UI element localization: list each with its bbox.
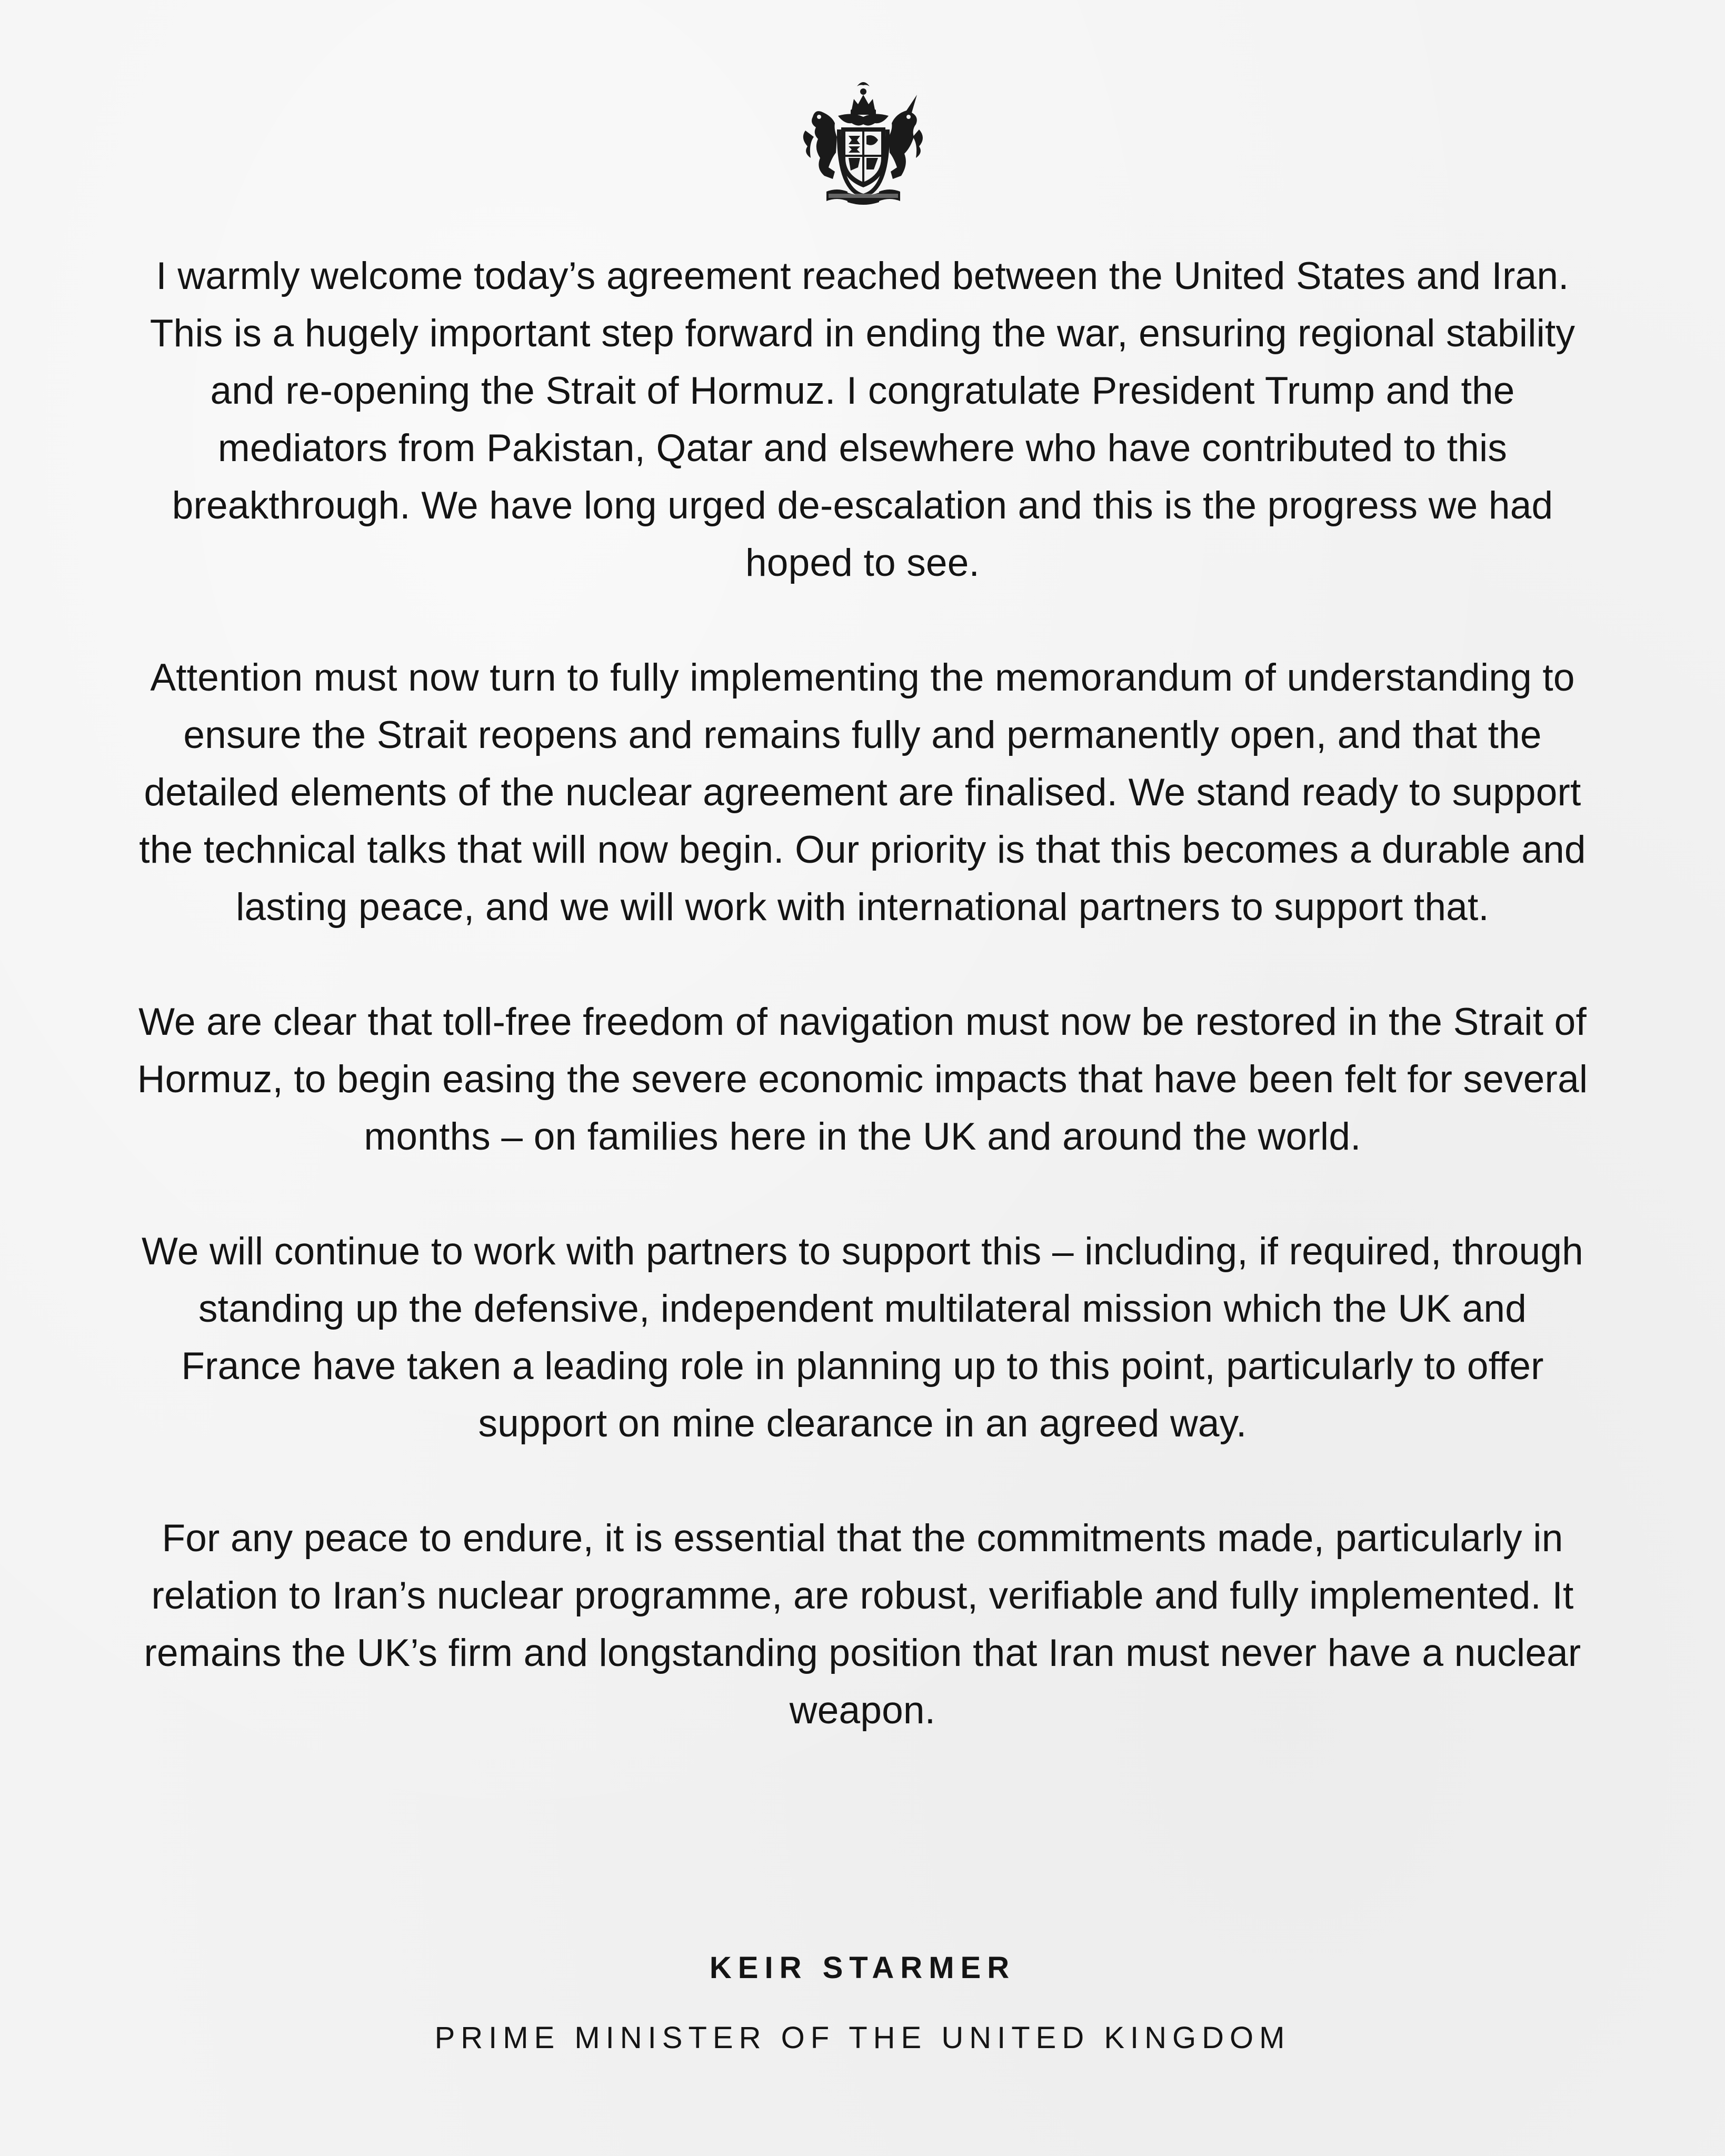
statement-paragraph-2: Attention must now turn to fully implementing the memorandum of understanding to ensure the Strait reopens and remains fully and permanently open, and that the detailed elements of the nuclear agreement are finalised. We stand ready to support the technical talks that will now begin. Our priority is that this becomes a durable and lasting peace, and we will work with international partners to support that.	[139, 656, 1586, 929]
statement-paragraph-4: We will continue to work with partners to support this – including, if required, through standing up the defensive, independent multilateral mission which the UK and France have taken a leading role in planning up to this point, particularly to offer support on mine clearance in an agreed way.	[142, 1230, 1583, 1445]
statement-body	[137, 247, 1588, 1739]
statement-paragraph-1: I warmly welcome today’s agreement reached between the United States and Iran. This is a hugely important step forward in ending the war, ensuring regional stability and re-opening the Strait of Hormuz. I congratulate President Trump and the mediators from Pakistan, Qatar and elsewhere who have contributed to this breakthrough. We have long urged de-escalation and this is the progress we had hoped to see.	[149, 255, 1576, 584]
signatory-name: KEIR STARMER	[709, 1951, 1016, 1985]
statement-paragraph-5: For any peace to endure, it is essential that the commitments made, particularly in relation to Iran’s nuclear programme, are robust, verifiable and fully implemented. It remains the UK’s firm and longstanding position that Iran must never have a nuclear weapon.	[144, 1517, 1581, 1732]
signatory-title: PRIME MINISTER OF THE UNITED KINGDOM	[434, 2021, 1291, 2055]
royal-coat-of-arms-icon	[790, 79, 937, 208]
statement-paragraph-3: We are clear that toll-free freedom of navigation must now be restored in the Strait of Hormuz, to begin easing the severe economic impacts that have been felt for several months – on families here in the UK and around the world.	[137, 1001, 1588, 1158]
